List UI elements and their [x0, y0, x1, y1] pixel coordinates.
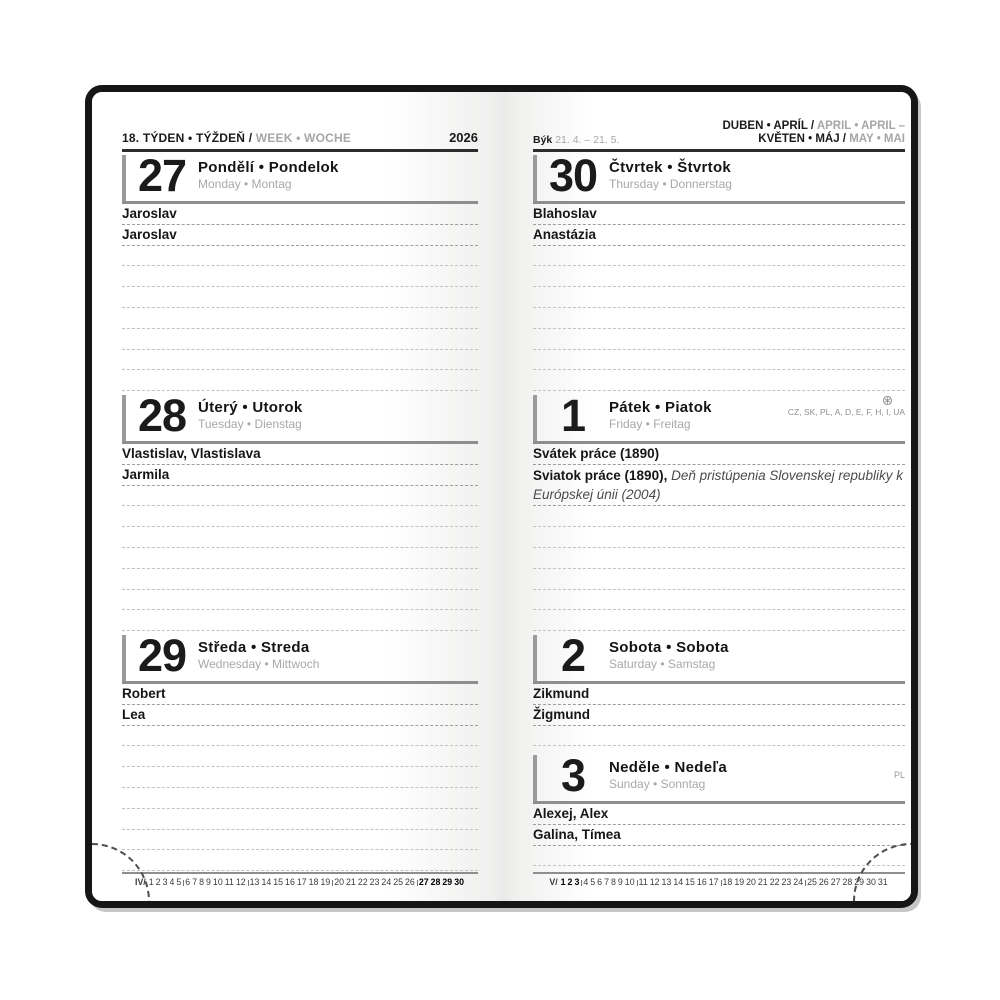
entry-row [122, 204, 478, 225]
entry-text: Blahoslav [533, 206, 597, 221]
day-block [533, 632, 905, 752]
strip-day-31: 31 [877, 877, 888, 887]
strip-day-3: 3 [162, 877, 168, 887]
ruled-line [122, 610, 478, 631]
ruled-line [122, 350, 478, 371]
strip-day-5: 5 [590, 877, 596, 887]
day-name-cs-sk: Středa • Streda [198, 639, 310, 656]
strip-day-18: 18 [722, 877, 733, 887]
months-line1: DUBEN • APRÍL / APRIL • APRIL – [722, 120, 905, 132]
entry-text-italic: Deň pristúpenia Slovenskej republiky k Európskej únii (2004) [533, 467, 903, 503]
strip-day-7: 7 [604, 877, 609, 887]
day-name-en-de: Wednesday • Mittwoch [198, 657, 320, 671]
entry-row [122, 225, 478, 246]
entry-text: Svátek práce (1890) [533, 446, 660, 461]
months-label [722, 120, 905, 146]
ruled-line [122, 788, 478, 809]
strip-day-11: 11 [224, 877, 234, 887]
day-titles [609, 152, 732, 191]
ruled-line [122, 569, 478, 590]
strip-day-9: 9 [206, 877, 211, 887]
ruled-line [533, 370, 905, 391]
entry-row [533, 225, 905, 246]
strip-day-12: 12 [649, 877, 660, 887]
ruled-line [533, 527, 905, 548]
strip-day-30: 30 [454, 877, 464, 887]
strip-day-2: 2 [155, 877, 161, 887]
day-header [533, 752, 905, 804]
day-titles [609, 392, 712, 431]
strip-day-10: 10 [624, 877, 635, 887]
entry-text: Jarmila [122, 466, 170, 482]
writing-lines [122, 204, 478, 391]
entry-text: Galina, Tímea [533, 826, 621, 842]
diary-cover [85, 85, 918, 908]
ruled-line [533, 846, 905, 867]
ruled-line [122, 527, 478, 548]
week-label-ende: WEEK • WOCHE [255, 131, 352, 145]
page-right [504, 92, 911, 901]
day-header [122, 152, 478, 204]
strip-day-8: 8 [610, 877, 616, 887]
months-line2: KVĚTEN • MÁJ / MAY • MAI [758, 133, 905, 145]
holiday-countries [788, 395, 905, 417]
day-name-en-de: Friday • Freitag [609, 417, 691, 431]
strip-day-27: 27 [418, 877, 429, 887]
entry-row [533, 825, 905, 846]
holiday-countries-text: CZ, SK, PL, A, D, E, F, H, I, UA [787, 407, 905, 417]
strip-day-30: 30 [866, 877, 876, 887]
strip-day-14: 14 [261, 877, 272, 887]
strip-day-5: 5 [176, 877, 182, 887]
week-divider-tick [637, 880, 638, 886]
entry-text: Anastázia [533, 226, 597, 242]
day-number: 30 [548, 152, 598, 201]
ruled-line [533, 548, 905, 569]
zodiac-name: Býk [533, 134, 553, 146]
strip-day-25: 25 [393, 877, 404, 887]
left-page-content [122, 114, 478, 872]
day-header [533, 632, 905, 684]
strip-day-26: 26 [818, 877, 829, 887]
week-label [122, 131, 351, 145]
ruled-line [122, 506, 478, 527]
strip-day-2: 2 [567, 877, 573, 887]
strip-day-16: 16 [285, 877, 295, 887]
day-name-cs-sk: Úterý • Utorok [198, 399, 303, 416]
day-number: 27 [137, 152, 187, 201]
day-block [533, 392, 905, 632]
strip-day-3: 3 [574, 877, 580, 887]
day-name-en-de: Monday • Montag [198, 177, 292, 191]
week-divider-tick [805, 880, 806, 886]
ruled-line [122, 287, 478, 308]
left-days-container [122, 152, 478, 872]
entry-text: Vlastislav, Vlastislava [122, 446, 261, 461]
ruled-line [122, 370, 478, 391]
strip-day-1: 1 [148, 877, 154, 887]
month-strip-prefix: IV/ [135, 877, 146, 887]
day-name-en-de: Thursday • Donnerstag [609, 177, 732, 191]
strip-day-22: 22 [357, 877, 368, 887]
strip-day-15: 15 [273, 877, 284, 887]
entry-text: Lea [122, 706, 146, 722]
day-block [533, 752, 905, 872]
entry-row [122, 465, 478, 486]
strip-day-17: 17 [708, 877, 719, 887]
day-number: 28 [137, 392, 187, 441]
day-titles [198, 392, 302, 431]
right-days-container [533, 152, 905, 872]
ruled-line [122, 246, 478, 267]
strip-day-19: 19 [320, 877, 331, 887]
ruled-line [533, 610, 905, 631]
month-strip-prefix: V/ [549, 877, 558, 887]
week-label-czsk: 18. TÝDEN • TÝŽDEŇ / [122, 131, 253, 145]
right-page-header [533, 114, 905, 152]
entry-row [533, 444, 905, 465]
zodiac-label [533, 134, 619, 146]
right-month-strip [533, 872, 905, 887]
strip-day-25: 25 [807, 877, 817, 887]
day-titles [609, 632, 729, 671]
day-number: 2 [560, 632, 586, 681]
day-titles [198, 152, 339, 191]
ruled-line [533, 590, 905, 611]
strip-day-17: 17 [296, 877, 307, 887]
entry-text: Robert [122, 686, 166, 701]
strip-day-10: 10 [212, 877, 223, 887]
strip-day-4: 4 [169, 877, 175, 887]
day-titles [198, 632, 319, 671]
ruled-line [533, 350, 905, 371]
entry-row [533, 204, 905, 225]
strip-day-12: 12 [235, 877, 246, 887]
writing-lines [122, 444, 478, 631]
day-name-cs-sk: Sobota • Sobota [609, 639, 729, 656]
ruled-line [122, 590, 478, 611]
ruled-line [122, 486, 478, 507]
ruled-line [122, 329, 478, 350]
day-header [122, 392, 478, 444]
day-block [122, 152, 478, 392]
year-label: 2026 [449, 130, 478, 145]
ruled-line [533, 246, 905, 267]
ruled-line [533, 569, 905, 590]
day-block [533, 152, 905, 392]
ruled-line [533, 266, 905, 287]
writing-lines [533, 444, 905, 631]
entry-text: Sviatok práce (1890), [533, 467, 668, 483]
right-page-content [533, 114, 905, 872]
day-name-en-de: Saturday • Samstag [609, 657, 716, 671]
entry-row [122, 684, 478, 705]
strip-day-6: 6 [597, 877, 603, 887]
day-number: 29 [137, 632, 187, 681]
strip-day-1: 1 [560, 877, 566, 887]
ruled-line [533, 308, 905, 329]
strip-day-4: 4 [583, 877, 589, 887]
page-left [92, 92, 504, 901]
strip-day-29: 29 [442, 877, 453, 887]
left-month-strip [122, 872, 478, 887]
day-header [533, 152, 905, 204]
writing-lines [122, 684, 478, 871]
strip-day-15: 15 [685, 877, 695, 887]
day-name-cs-sk: Pátek • Piatok [609, 399, 712, 416]
strip-day-28: 28 [430, 877, 441, 887]
ruled-line [122, 830, 478, 851]
ruled-line [122, 726, 478, 747]
strip-day-18: 18 [308, 877, 319, 887]
entry-row [533, 465, 905, 507]
entry-row [122, 705, 478, 726]
day-titles [609, 752, 727, 791]
day-block [122, 392, 478, 632]
ruled-line [533, 726, 905, 747]
ruled-line [533, 329, 905, 350]
day-block [122, 632, 478, 872]
day-number: 3 [560, 752, 586, 801]
ruled-line [122, 308, 478, 329]
strip-day-27: 27 [830, 877, 841, 887]
ruled-line [122, 548, 478, 569]
strip-day-22: 22 [769, 877, 780, 887]
entry-text: Zikmund [533, 686, 590, 701]
entry-text: Jaroslav [122, 206, 177, 221]
strip-day-13: 13 [249, 877, 260, 887]
month-strip-numbers [148, 877, 465, 887]
holiday-flag-icon [882, 395, 893, 406]
strip-day-20: 20 [334, 877, 345, 887]
day-header [533, 392, 905, 444]
ruled-line [122, 809, 478, 830]
writing-lines [533, 804, 905, 866]
strip-day-14: 14 [673, 877, 684, 887]
strip-day-23: 23 [369, 877, 380, 887]
day-name-en-de: Tuesday • Dienstag [198, 417, 302, 431]
day-name-cs-sk: Neděle • Nedeľa [609, 759, 728, 776]
left-page-header [122, 114, 478, 152]
ruled-line [122, 746, 478, 767]
strip-day-29: 29 [854, 877, 865, 887]
strip-day-7: 7 [192, 877, 198, 887]
writing-lines [533, 684, 905, 746]
strip-day-13: 13 [661, 877, 672, 887]
strip-day-19: 19 [734, 877, 745, 887]
strip-day-23: 23 [781, 877, 792, 887]
entry-row [533, 684, 905, 705]
strip-day-21: 21 [757, 877, 768, 887]
strip-day-26: 26 [405, 877, 415, 887]
strip-day-20: 20 [746, 877, 756, 887]
strip-day-21: 21 [346, 877, 356, 887]
month-strip-numbers [560, 877, 889, 887]
ruled-line [122, 850, 478, 871]
strip-day-11: 11 [638, 877, 648, 887]
day-name-cs-sk: Pondělí • Pondelok [198, 159, 339, 176]
entry-row [533, 705, 905, 726]
week-divider-tick [721, 880, 722, 886]
ruled-line [122, 266, 478, 287]
day-name-cs-sk: Čtvrtek • Štvrtok [609, 159, 732, 176]
writing-lines [533, 204, 905, 391]
day-number: 1 [560, 392, 586, 441]
strip-day-6: 6 [185, 877, 191, 887]
strip-day-24: 24 [381, 877, 392, 887]
entry-text: Žigmund [533, 706, 590, 722]
ruled-line [533, 506, 905, 527]
day-name-en-de: Sunday • Sonntag [609, 777, 706, 791]
strip-day-28: 28 [842, 877, 853, 887]
ruled-line [533, 287, 905, 308]
entry-text: Alexej, Alex [533, 806, 609, 821]
zodiac-range: 21. 4. – 21. 5. [555, 134, 620, 146]
strip-day-16: 16 [696, 877, 707, 887]
strip-day-8: 8 [199, 877, 205, 887]
day-header [122, 632, 478, 684]
entry-row [533, 804, 905, 825]
week-divider-tick [417, 880, 418, 886]
strip-day-24: 24 [793, 877, 804, 887]
entry-text: Jaroslav [122, 226, 177, 242]
holiday-country-label: PL [893, 770, 905, 780]
week-divider-tick [248, 880, 249, 886]
strip-day-9: 9 [617, 877, 623, 887]
entry-row [122, 444, 478, 465]
ruled-line [122, 767, 478, 788]
